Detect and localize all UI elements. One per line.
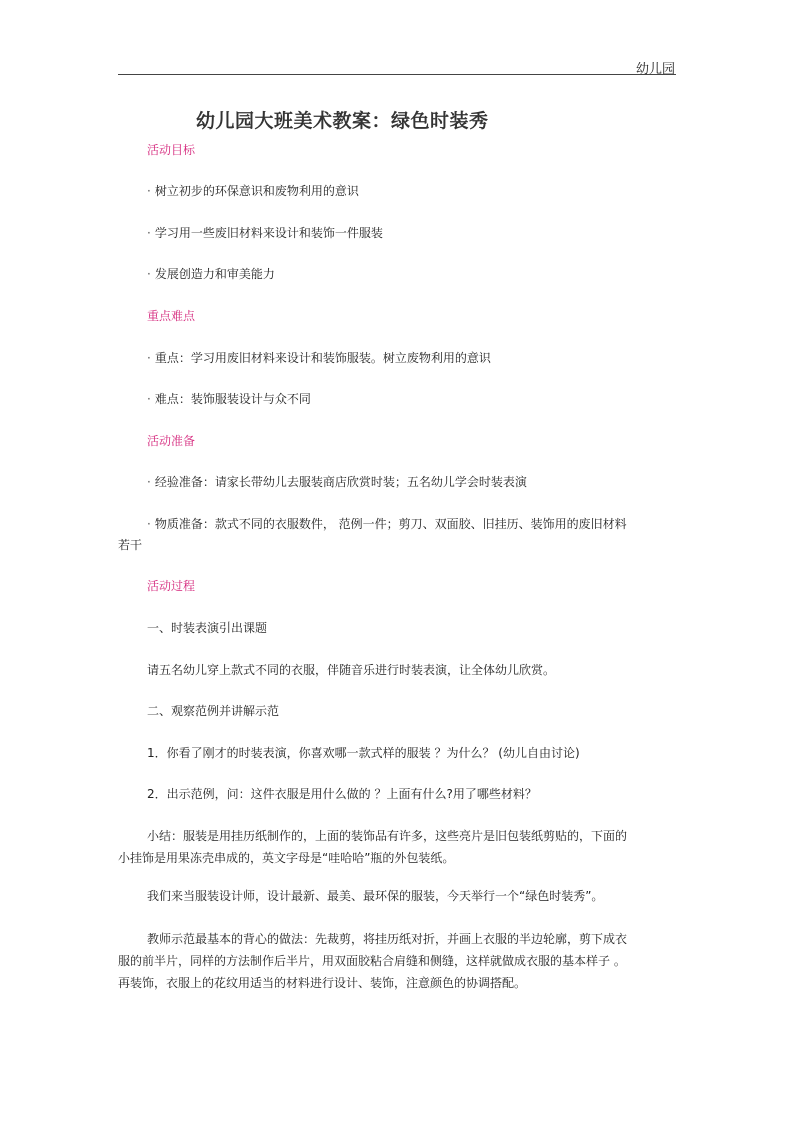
summary-paragraph: 小结：服装是用挂历纸制作的，上面的装饰品有许多，这些亮片是旧包装纸剪贴的，下面的 (147, 829, 628, 843)
header-divider (118, 74, 676, 75)
keypoint-item: · 重点：学习用废旧材料来设计和装饰服装。树立废物利用的意识 (147, 351, 491, 365)
bullet-icon: · (147, 267, 151, 281)
bullet-icon: · (147, 184, 151, 198)
keypoint-item: · 难点：装饰服装设计与众不同 (147, 392, 311, 406)
prep-item: · 经验准备：请家长带幼儿去服装商店欣赏时装；五名幼儿学会时装表演 (147, 475, 527, 489)
prep-item-continuation: 若干 (118, 538, 143, 552)
goal-item: · 学习用一些废旧材料来设计和装饰一件服装 (147, 226, 383, 240)
bullet-icon: · (147, 351, 151, 365)
question-item: 1．你看了刚才的时装表演，你喜欢哪一款式样的服装 ？为什么？ (幼儿自由讨论) (147, 746, 580, 760)
goal-item: · 发展创造力和审美能力 (147, 267, 275, 281)
bullet-icon: · (147, 475, 151, 489)
section-heading-prep: 活动准备 (147, 434, 196, 448)
summary-paragraph-continuation: 小挂饰是用果冻壳串成的，英文字母是“哇哈哈”瓶的外包装纸。 (118, 851, 455, 865)
section-heading-keypoints: 重点难点 (147, 309, 196, 323)
bullet-icon: · (147, 517, 151, 531)
question-item: 2．出示范例，问：这件衣服是用什么做的 ？上面有什么?用了哪些材料？ (147, 787, 537, 801)
step-title: 二、观察范例并讲解示范 (147, 704, 280, 718)
demo-paragraph-continuation: 服的前半片，同样的方法制作后半片，用双面胶粘合肩缝和侧缝，这样就做成衣服的基本样子 。 (118, 954, 626, 968)
paragraph: 我们来当服装设计师，设计最新、最美、最环保的服装，今天举行一个“绿色时装秀”。 (147, 889, 604, 903)
section-heading-goals: 活动目标 (147, 143, 196, 157)
demo-paragraph: 教师示范最基本的背心的做法：先裁剪，将挂历纸对折，并画上衣服的半边轮廓，剪下成衣 (147, 932, 628, 946)
step-title: 一、时装表演引出课题 (147, 621, 268, 635)
document-title: 幼儿园大班美术教案：绿色时装秀 (196, 110, 489, 132)
goal-item: · 树立初步的环保意识和废物利用的意识 (147, 184, 359, 198)
prep-item: · 物质准备：款式不同的衣服数件， 范例一件；剪刀、双面胶、旧挂历、装饰用的废旧材料 (147, 517, 627, 531)
bullet-icon: · (147, 392, 151, 406)
paragraph: 请五名幼儿穿上款式不同的衣服，伴随音乐进行时装表演，让全体幼儿欣赏。 (147, 663, 556, 677)
header-label: 幼儿园 (636, 62, 676, 77)
bullet-icon: · (147, 226, 151, 240)
section-heading-process: 活动过程 (147, 579, 196, 593)
demo-paragraph-continuation: 再装饰，衣服上的花纹用适当的材料进行设计、装饰，注意颜色的协调搭配。 (118, 976, 527, 990)
